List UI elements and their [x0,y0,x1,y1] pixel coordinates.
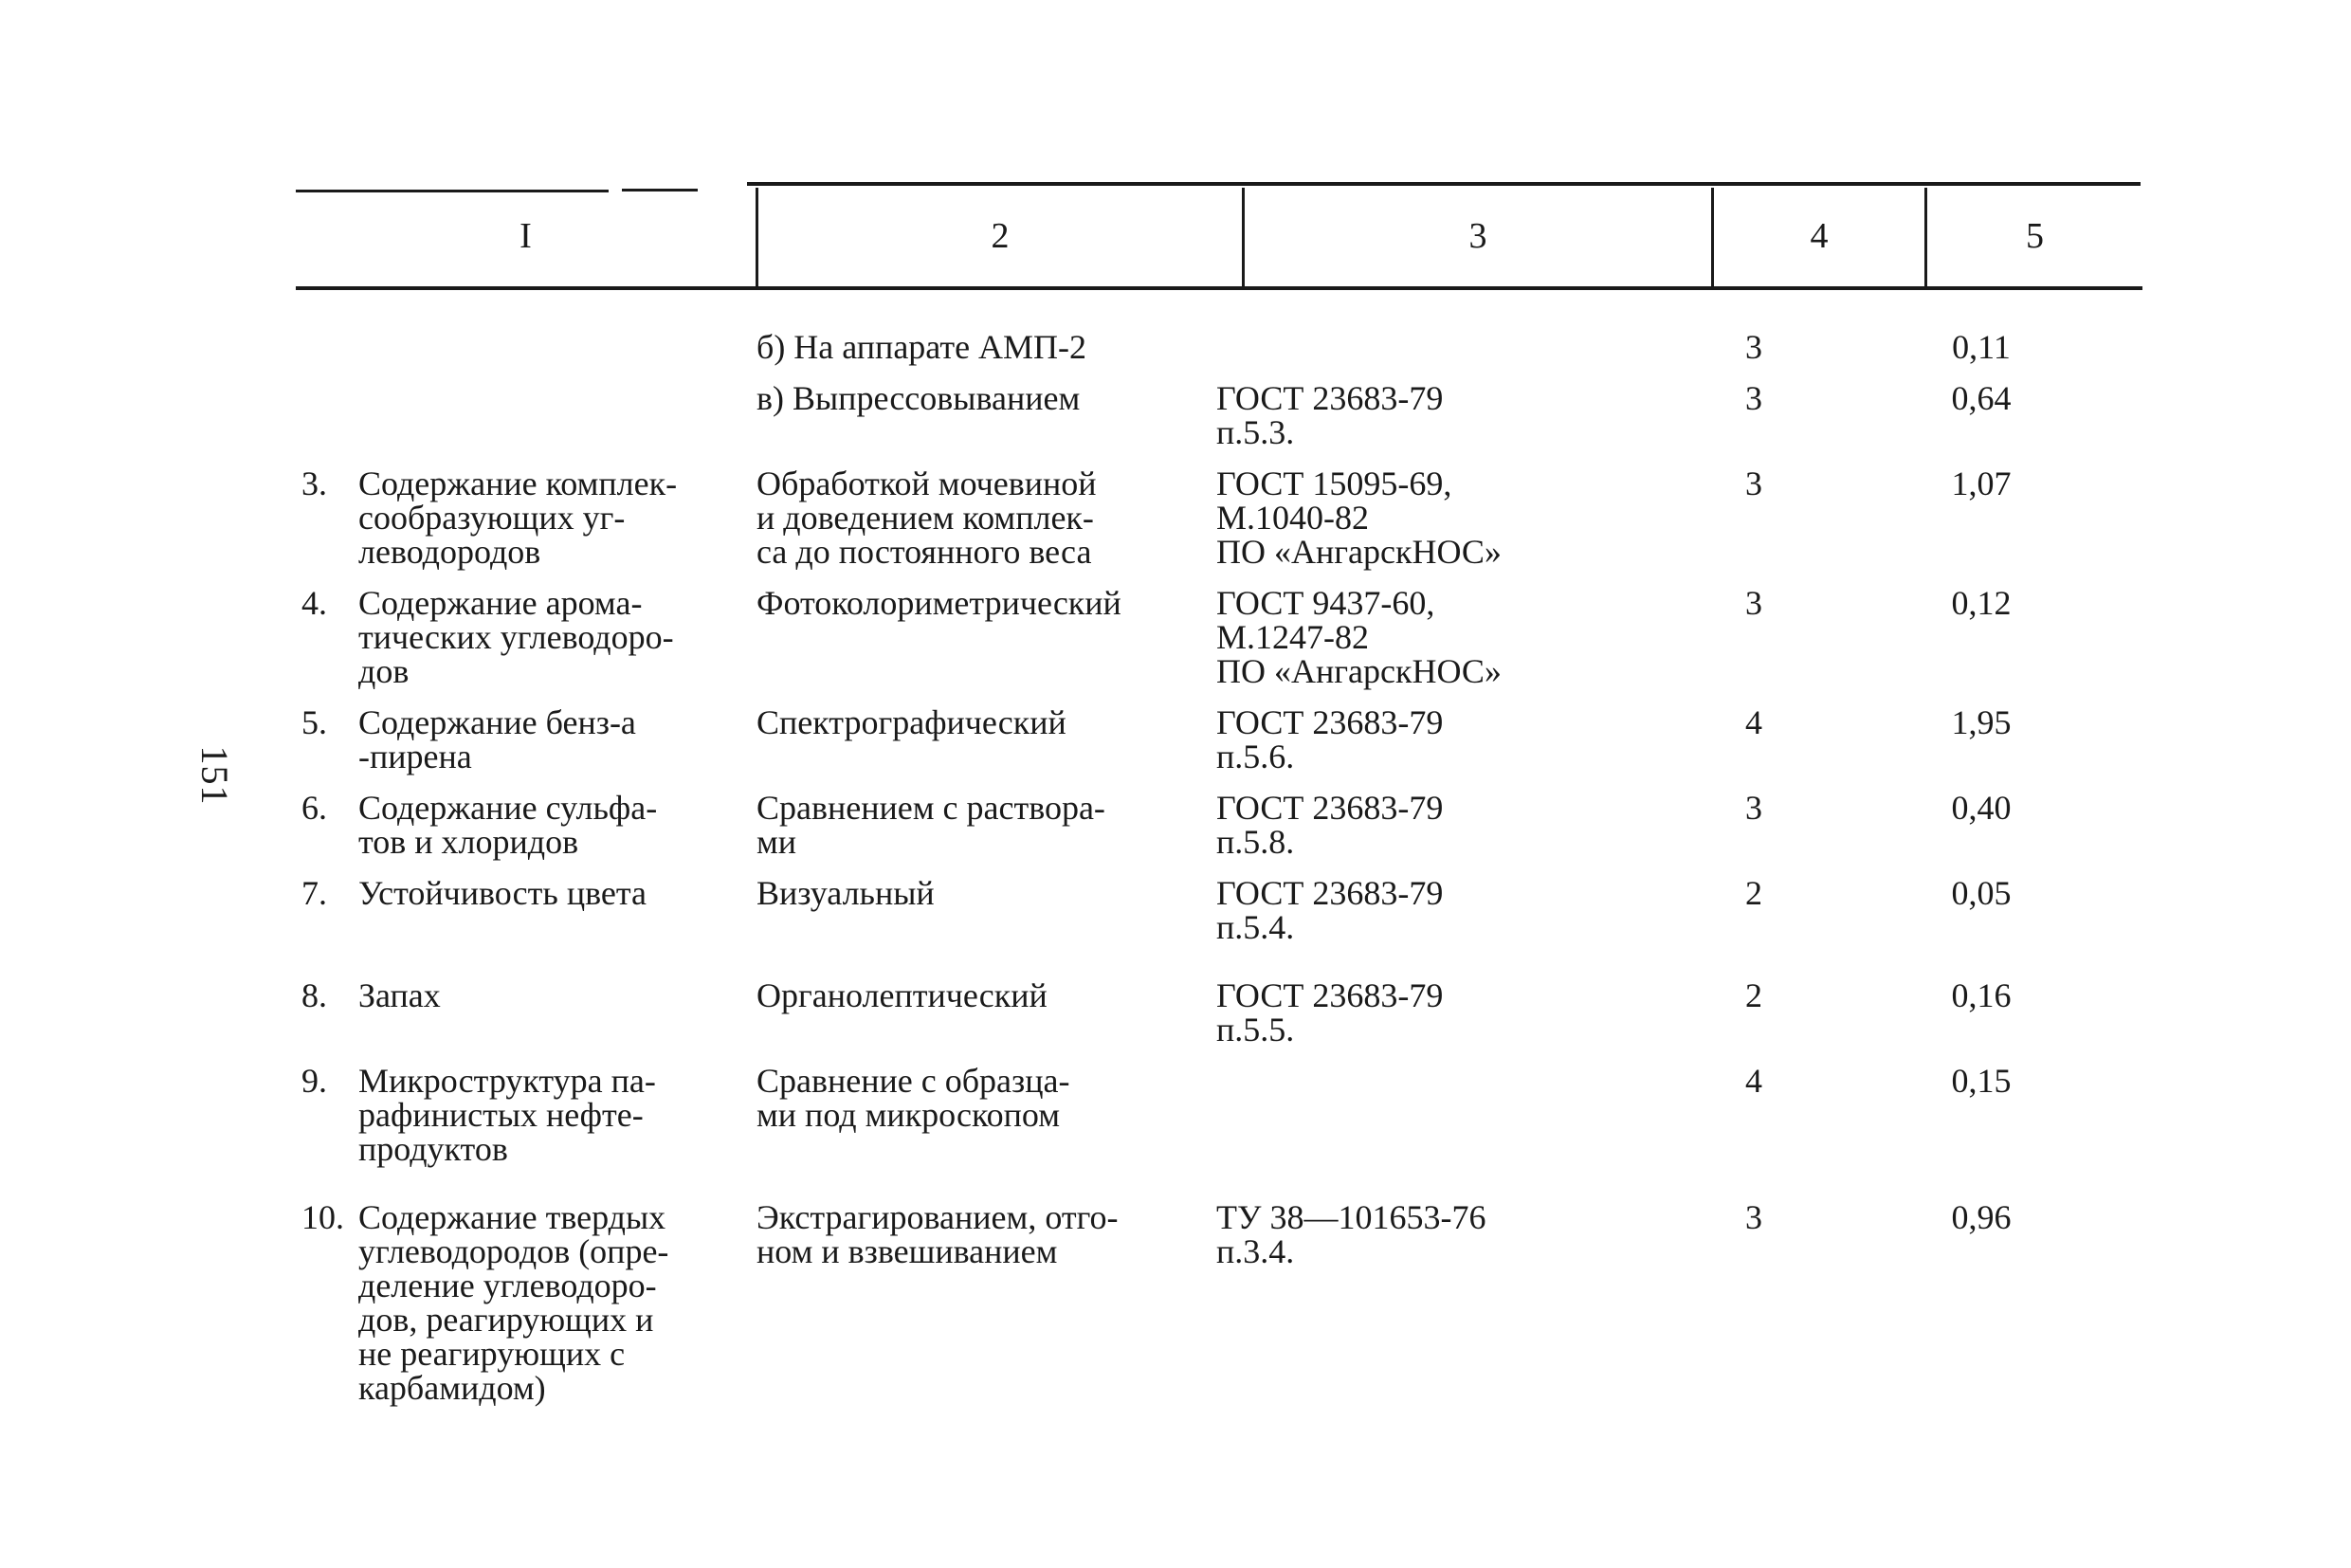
parameter-cell [301,1064,709,1166]
method-cell: Органолептический [756,976,1048,1014]
row-number: 6. [301,789,327,827]
column-5-value: 0,11 [1952,328,2011,366]
column-header-4: 4 [1810,216,1829,256]
standard-cell: ГОСТ 23683-79 п.5.5. [1216,976,1444,1048]
table-top-rule [747,182,2141,186]
row-number: 7. [301,874,327,912]
method-cell: Сравнение с образца- ми под микроскопом [756,1062,1070,1134]
column-5-value: 0,05 [1951,874,2012,912]
column-4-value: 3 [1745,584,1762,622]
standard-cell: ГОСТ 23683-79 п.5.4. [1216,874,1444,946]
column-4-value: 2 [1745,874,1762,912]
column-5-value: 0,15 [1951,1062,2012,1100]
parameter-name: Микроструктура па- рафинистых нефте- продуктов [358,1062,656,1168]
row-number: 4. [301,584,327,622]
parameter-cell [301,978,709,1012]
parameter-cell [301,791,709,859]
column-4-value: 4 [1745,1062,1762,1100]
parameter-cell [301,330,709,364]
parameter-name: Содержание твердых углеводородов (опре- деление углеводоро- дов, реагирующих и не реагирующих с карбамидом) [358,1198,669,1407]
column-header-5: 5 [2026,216,2044,256]
parameter-cell [301,381,709,415]
parameter-cell [301,705,709,774]
row-number: 9. [301,1062,327,1100]
row-number: 3. [301,465,327,502]
standard-cell: ТУ 38—101653-76 п.3.4. [1216,1198,1486,1270]
column-header-3: 3 [1468,216,1487,256]
column-4-value: 3 [1745,465,1762,502]
parameter-cell [301,876,709,910]
column-5-value: 1,95 [1951,703,2012,741]
column-header-2: 2 [991,216,1010,256]
column-5-value: 0,16 [1951,976,2012,1014]
column-5-value: 1,07 [1951,465,2012,502]
column-header-1: I [519,216,532,256]
row-number: 8. [301,976,327,1014]
column-5-value: 0,40 [1951,789,2012,827]
table-top-rule [622,189,698,191]
method-cell: Визуальный [756,874,935,912]
parameter-name: Устойчивость цвета [358,874,647,912]
page-number: 151 [193,745,236,806]
method-cell: Обработкой мочевиной и доведением комплек- са до постоянного веса [756,465,1097,571]
parameter-cell [301,586,709,688]
column-4-value: 3 [1745,328,1762,366]
parameter-name: Содержание бенз-а -пирена [358,703,636,775]
parameter-name: Запах [358,976,441,1014]
row-number: 5. [301,703,327,741]
standard-cell: ГОСТ 23683-79 п.5.6. [1216,703,1444,775]
parameter-name: Содержание комплек- сообразующих уг- леводородов [358,465,678,571]
column-4-value: 3 [1745,379,1762,417]
method-cell: Сравнением с раствора- ми [756,789,1105,861]
parameter-cell [301,466,709,569]
column-4-value: 3 [1745,1198,1762,1236]
standard-cell: ГОСТ 23683-79 п.5.3. [1216,379,1444,451]
header-bottom-rule [296,286,2142,290]
column-4-value: 3 [1745,789,1762,827]
table-top-rule [296,190,609,192]
row-number: 10. [301,1198,344,1236]
method-cell: Фотоколориметрический [756,584,1121,622]
method-cell: Спектрографический [756,703,1066,741]
column-4-value: 2 [1745,976,1762,1014]
standard-cell: ГОСТ 9437-60, М.1247-82 ПО «АнгарскНОС» [1216,584,1502,690]
standard-cell: ГОСТ 15095-69, М.1040-82 ПО «АнгарскНОС» [1216,465,1502,571]
column-5-value: 0,64 [1951,379,2012,417]
standard-cell: ГОСТ 23683-79 п.5.8. [1216,789,1444,861]
column-4-value: 4 [1745,703,1762,741]
method-cell: в) Выпрессовыванием [756,379,1081,417]
method-cell: б) На аппарате АМП-2 [756,328,1087,366]
column-5-value: 0,96 [1951,1198,2012,1236]
parameter-name: Содержание арома- тических углеводоро- дов [358,584,674,690]
parameter-cell [301,1200,709,1405]
parameter-name: Содержание сульфа- тов и хлоридов [358,789,658,861]
column-5-value: 0,12 [1951,584,2012,622]
method-cell: Экстрагированием, отго- ном и взвешиванием [756,1198,1119,1270]
